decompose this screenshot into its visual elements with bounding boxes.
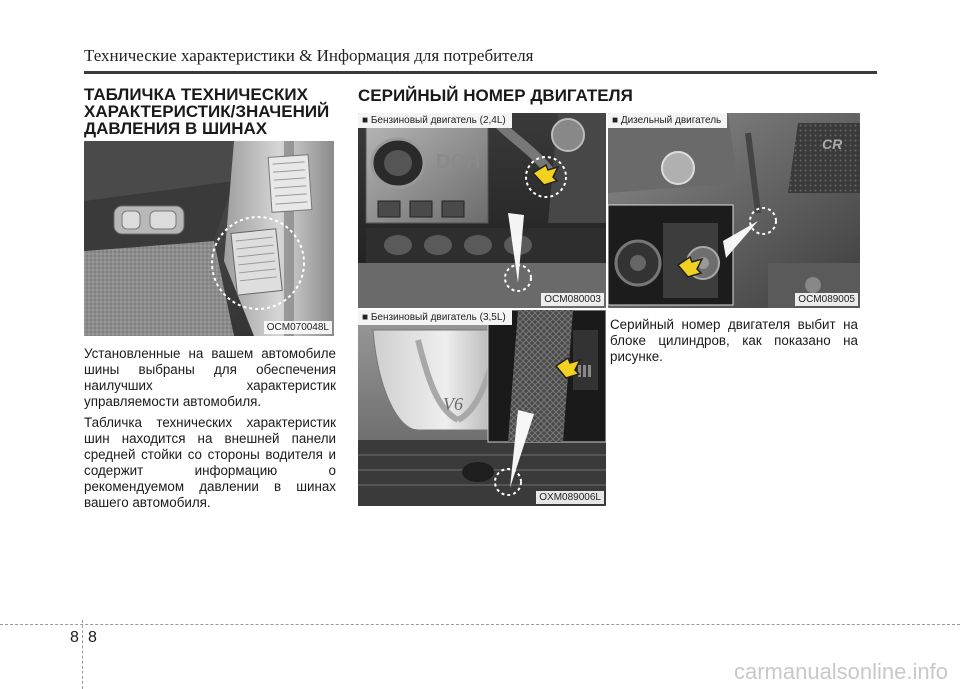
svg-text:CR: CR — [822, 136, 843, 152]
header-rule — [84, 71, 877, 74]
engine-3-5l-label: ■ Бензиновый двигатель (3,5L) — [358, 310, 512, 325]
footer-vertical-divider — [82, 620, 83, 689]
section-heading-tire-label: ТАБЛИЧКА ТЕХНИЧЕСКИХ ХАРАКТЕРИСТИК/ЗНАЧЕНИЙ ДАВЛЕНИЯ В ШИНАХ — [84, 85, 330, 138]
engine-3-5l-illustration — [358, 310, 606, 506]
photo-code-diesel: OCM089005 — [795, 293, 858, 306]
footer-dashed-rule — [0, 624, 960, 625]
photo-code-3-5l: OXM089006L — [536, 491, 604, 504]
engine-photo-diesel — [608, 113, 860, 308]
engine-diesel-illustration — [608, 113, 860, 308]
engine-2-4l-illustration — [358, 113, 606, 308]
paragraph: Установленные на вашем автомобиле шины выбраны для обеспечения наилучших характеристик управляемости автомобиля. — [84, 346, 336, 409]
photo-code-2-4l: OCM080003 — [541, 293, 604, 306]
svg-text:V6: V6 — [443, 394, 463, 414]
engine-diesel-label: ■ Дизельный двигатель — [608, 113, 727, 128]
running-header: Технические характеристики & Информация для потребителя — [84, 46, 534, 65]
photo-code-tire: OCM070048L — [264, 321, 332, 334]
tire-label-photo — [84, 141, 334, 336]
page-number: 8 — [88, 629, 97, 646]
chapter-number: 8 — [70, 629, 79, 646]
engine-photo-3-5l — [358, 310, 606, 506]
tire-label-illustration — [84, 141, 334, 336]
section-heading-engine-number: СЕРИЙНЫЙ НОМЕР ДВИГАТЕЛЯ — [358, 86, 633, 105]
engine-photo-2-4l — [358, 113, 606, 308]
watermark: carmanualsonline.info — [733, 659, 948, 684]
svg-text:DOH: DOH — [436, 151, 481, 173]
tire-label-text — [84, 346, 336, 516]
engine-2-4l-label: ■ Бензиновый двигатель (2,4L) — [358, 113, 512, 128]
engine-number-text: Серийный номер двигателя выбит на блоке цилиндров, как показано на рисунке. — [610, 317, 858, 364]
paragraph: Табличка технических характеристик шин находится на внешней панели средней стойки со стороны водителя и содержит информацию о рекомендуемом давлении в шинах вашего автомобиля. — [84, 415, 336, 510]
